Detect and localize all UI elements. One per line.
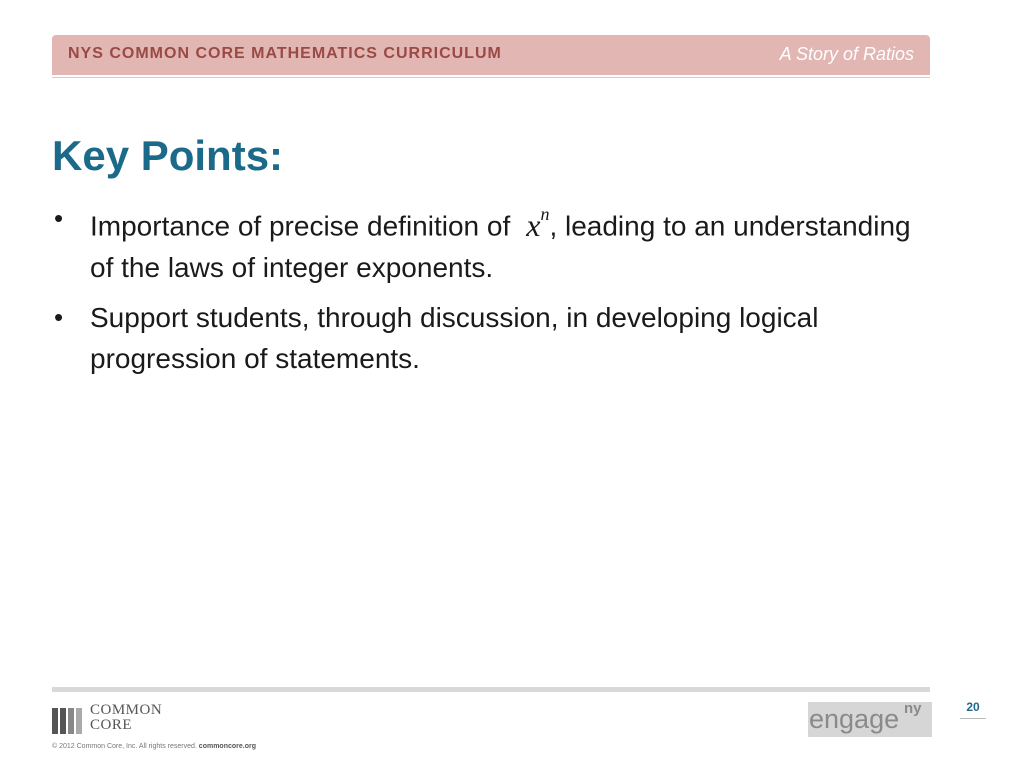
page-number: 20: [960, 700, 986, 719]
key-points-list: [52, 198, 922, 388]
common-core-wordmark: [90, 703, 162, 733]
story-label: A Story of Ratios: [779, 44, 914, 64]
header-divider: [52, 77, 930, 78]
copyright-text: © 2012 Common Core, Inc. All rights reserved.: [52, 743, 197, 750]
math-base: x: [526, 206, 541, 243]
footer-divider: [52, 687, 930, 692]
header-bar: [52, 35, 930, 75]
bullet-text-before: Importance of precise definition of: [90, 210, 511, 242]
ny-superscript: ny: [904, 700, 922, 717]
curriculum-label: NYS COMMON CORE MATHEMATICS CURRICULUM: [68, 45, 502, 62]
slide-title: Key Points:: [52, 132, 284, 179]
list-item: [52, 198, 922, 288]
engage-wordmark: engage: [809, 704, 900, 734]
bullet-text-after: , leading to an understanding of the laws of integer exponents.: [90, 210, 911, 283]
copyright-notice: [52, 743, 256, 750]
logo-line-1: COMMON: [90, 702, 163, 718]
math-exponent: n: [540, 204, 550, 224]
bullet-icon: •: [54, 203, 64, 233]
site-link: commoncore.org: [198, 743, 256, 750]
bullet-icon: •: [54, 301, 64, 332]
common-core-logo: [52, 702, 192, 738]
math-expression: [526, 204, 550, 243]
bullet-text: Support students, through discussion, in developing logical progression of statements.: [90, 301, 819, 374]
logo-line-2: CORE: [90, 717, 133, 733]
list-item: [52, 297, 922, 379]
engage-ny-logo: [808, 702, 932, 737]
